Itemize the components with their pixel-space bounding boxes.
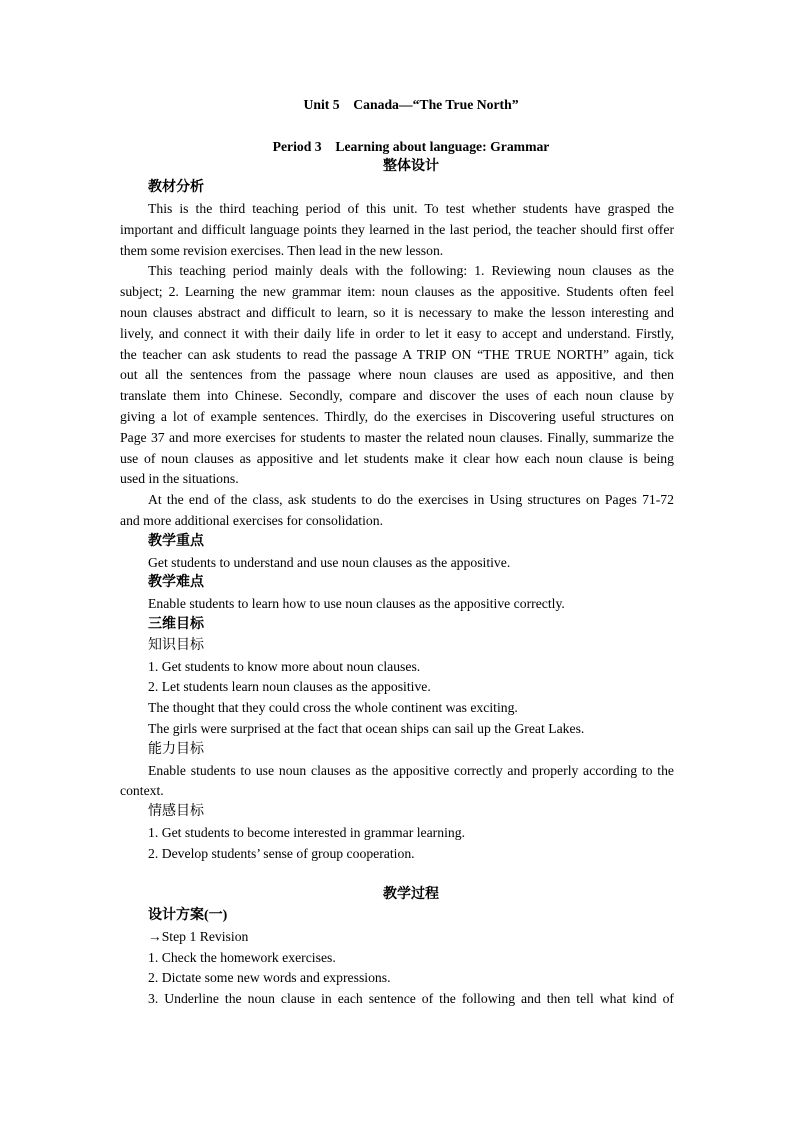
key-points-text: Get students to understand and use noun clauses as the appositive.: [148, 554, 511, 570]
paragraph-line: out all the sentences from the passage where noun clauses are used as appositive, and then: [120, 367, 674, 383]
document-body: [120, 95, 674, 1010]
list-item: 2. Dictate some new words and expressions.: [148, 970, 391, 986]
paragraph-line: important and difficult language points they learned in the last period, the teacher should first offer: [120, 221, 674, 237]
unit-title: Unit 5 Canada—“The True North”: [303, 97, 519, 112]
emotion-objectives-list: [120, 823, 674, 865]
objectives-heading: 三维目标: [148, 616, 204, 632]
paragraph-line: context.: [120, 783, 164, 799]
paragraph-homework: [120, 490, 674, 532]
knowledge-objectives-list: [120, 657, 674, 740]
paragraph-line: At the end of the class, ask students to do the exercises in Using structures on Pages 71-72: [148, 492, 674, 508]
paragraph-intro: [120, 199, 674, 261]
difficult-points-heading: 教学难点: [148, 575, 204, 591]
knowledge-objectives-heading: 知识目标: [148, 637, 204, 653]
example-sentence: The thought that they could cross the whole continent was exciting.: [148, 700, 518, 716]
paragraph-line: subject; 2. Learning the new grammar item: noun clauses as the appositive. Students often feel: [120, 284, 674, 300]
paragraph-line: Page 37 and more exercises for students to master the related noun clauses. Finally, summarize the: [120, 429, 674, 445]
paragraph-line: the teacher can ask students to read the passage A TRIP ON “THE TRUE NORTH” again, tick: [120, 346, 674, 362]
ability-objectives-text: [120, 761, 674, 803]
blank-line: [120, 116, 674, 137]
paragraph-line: used in the situations.: [120, 471, 239, 487]
paragraph-line: lively, and connect it with their daily life in order to let it easy to accept and understand. Firstly,: [120, 325, 674, 341]
paragraph-line: giving a lot of example sentences. Thirdly, do the exercises in Discovering useful structures on: [120, 408, 674, 424]
step-items-list: [120, 948, 674, 1010]
list-item: 1. Check the homework exercises.: [148, 949, 336, 965]
paragraph-line: noun clauses abstract and difficult to learn, so it is necessary to make the lesson interesting and: [120, 304, 674, 320]
paragraph-line: use of noun clauses as appositive and let students make it clear how each noun clause is being: [120, 450, 674, 466]
key-points-heading: 教学重点: [148, 533, 204, 549]
blank-line: [120, 864, 674, 885]
list-item: 1. Get students to become interested in grammar learning.: [148, 824, 465, 840]
paragraph-line: This is the third teaching period of this unit. To test whether students have grasped the: [148, 200, 674, 216]
step-heading: →Step 1 Revision: [148, 928, 249, 944]
example-sentence: The girls were surprised at the fact that ocean ships can sail up the Great Lakes.: [148, 720, 585, 736]
overall-design-heading: 整体设计: [383, 159, 439, 175]
teaching-process-heading: 教学过程: [383, 887, 439, 903]
list-item: 2. Let students learn noun clauses as the appositive.: [148, 679, 431, 695]
emotion-objectives-heading: 情感目标: [148, 804, 204, 820]
textbook-analysis-heading: 教材分析: [148, 180, 204, 196]
design-plan-heading: 设计方案(一): [148, 908, 228, 924]
paragraph-line: This teaching period mainly deals with the following: 1. Reviewing noun clauses as the: [148, 263, 674, 279]
paragraph-line: them some revision exercises. Then lead in the new lesson.: [120, 242, 444, 258]
paragraph-line: translate them into Chinese. Secondly, compare and discover the uses of each noun clause by: [120, 388, 674, 404]
paragraph-line: Enable students to use noun clauses as the appositive correctly and properly according to the: [148, 762, 674, 778]
difficult-points-text: Enable students to learn how to use noun clauses as the appositive correctly.: [148, 596, 565, 612]
list-item: 1. Get students to know more about noun clauses.: [148, 658, 421, 674]
list-item: 2. Develop students’ sense of group cooperation.: [148, 845, 415, 861]
paragraph-content: [120, 261, 674, 490]
paragraph-line: and more additional exercises for consolidation.: [120, 512, 384, 528]
list-item: 3. Underline the noun clause in each sentence of the following and then tell what kind of: [148, 991, 674, 1007]
ability-objectives-heading: 能力目标: [148, 741, 204, 757]
period-title: Period 3 Learning about language: Grammar: [272, 138, 550, 154]
